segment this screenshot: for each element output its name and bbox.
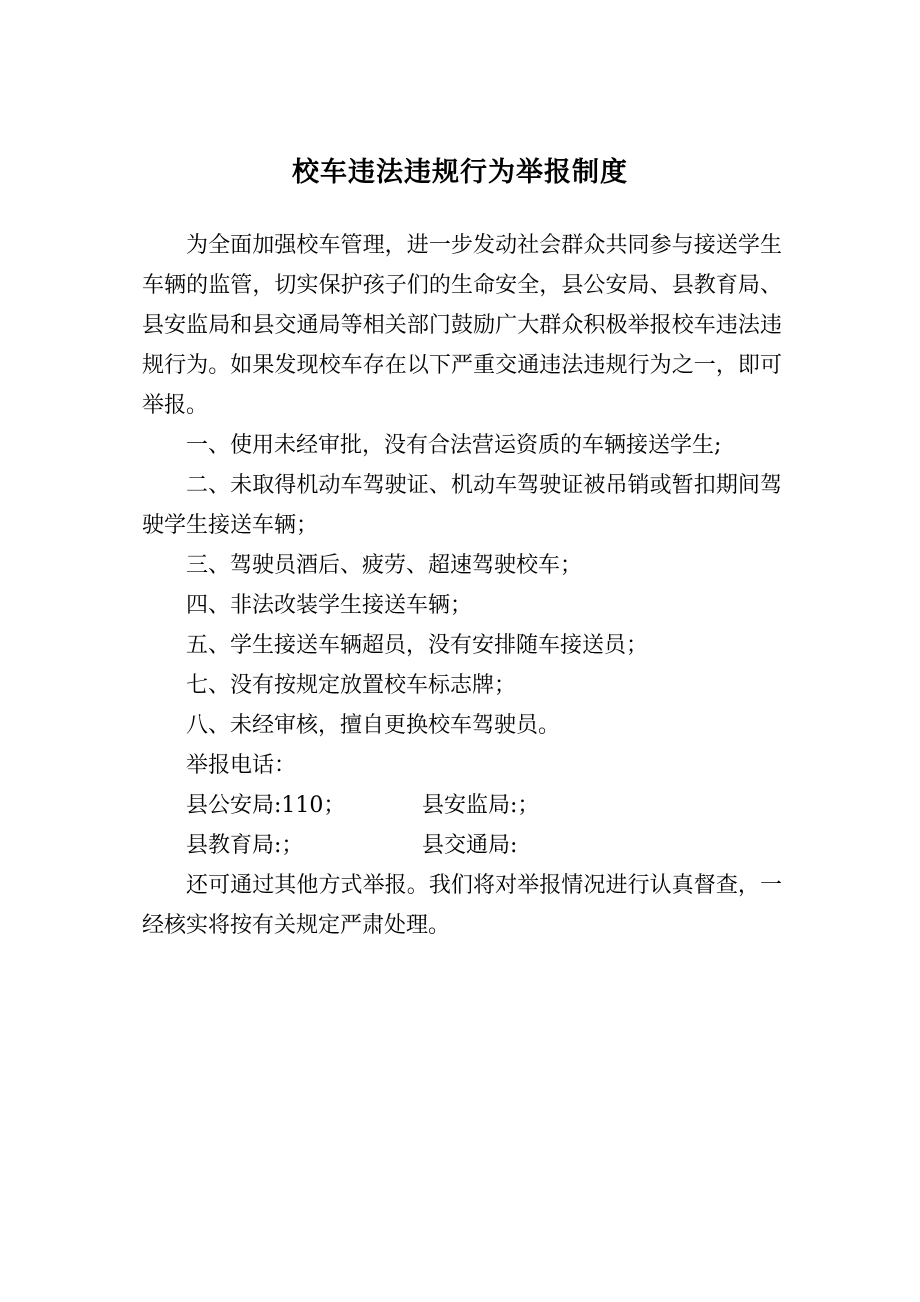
list-item: 一、使用未经审批，没有合法营运资质的车辆接送学生;: [186, 433, 722, 458]
document-body: [142, 226, 782, 946]
list-item: 八、未经审核，擅自更换校车驾驶员。: [186, 713, 561, 738]
list-item: 五、学生接送车辆超员，没有安排随车接送员；: [186, 633, 649, 658]
phone-safety-supervision: 县安监局:；: [422, 793, 540, 818]
list-item: 二、未取得机动车驾驶证、机动车驾驶证被吊销或暂扣期间驾驶学生接送车辆；: [142, 473, 782, 538]
phone-public-security: 县公安局:110；: [186, 793, 346, 818]
phone-row: [142, 826, 782, 866]
list-item: 四、非法改装学生接送车辆；: [186, 593, 473, 618]
list-item: 三、驾驶员酒后、疲劳、超速驾驶校车；: [186, 553, 583, 578]
document-title: 校车违法违规行为举报制度: [292, 157, 628, 188]
phone-row: [142, 786, 782, 826]
phone-transport: 县交通局:: [422, 833, 518, 858]
list-item: 七、没有按规定放置校车标志牌；: [186, 673, 517, 698]
intro-paragraph: 为全面加强校车管理，进一步发动社会群众共同参与接送学生车辆的监管，切实保护孩子们的生命安全，县公安局、县教育局、县安监局和县交通局等相关部门鼓励广大群众积极举报校车违法违规行为。如果发现校车存在以下严重交通违法违规行为之一，即可举报。: [142, 233, 782, 418]
hotline-label: 举报电话：: [186, 753, 297, 778]
phone-education: 县教育局:；: [186, 833, 304, 858]
closing-paragraph: 还可通过其他方式举报。我们将对举报情况进行认真督查，一经核实将按有关规定严肃处理。: [142, 873, 782, 938]
